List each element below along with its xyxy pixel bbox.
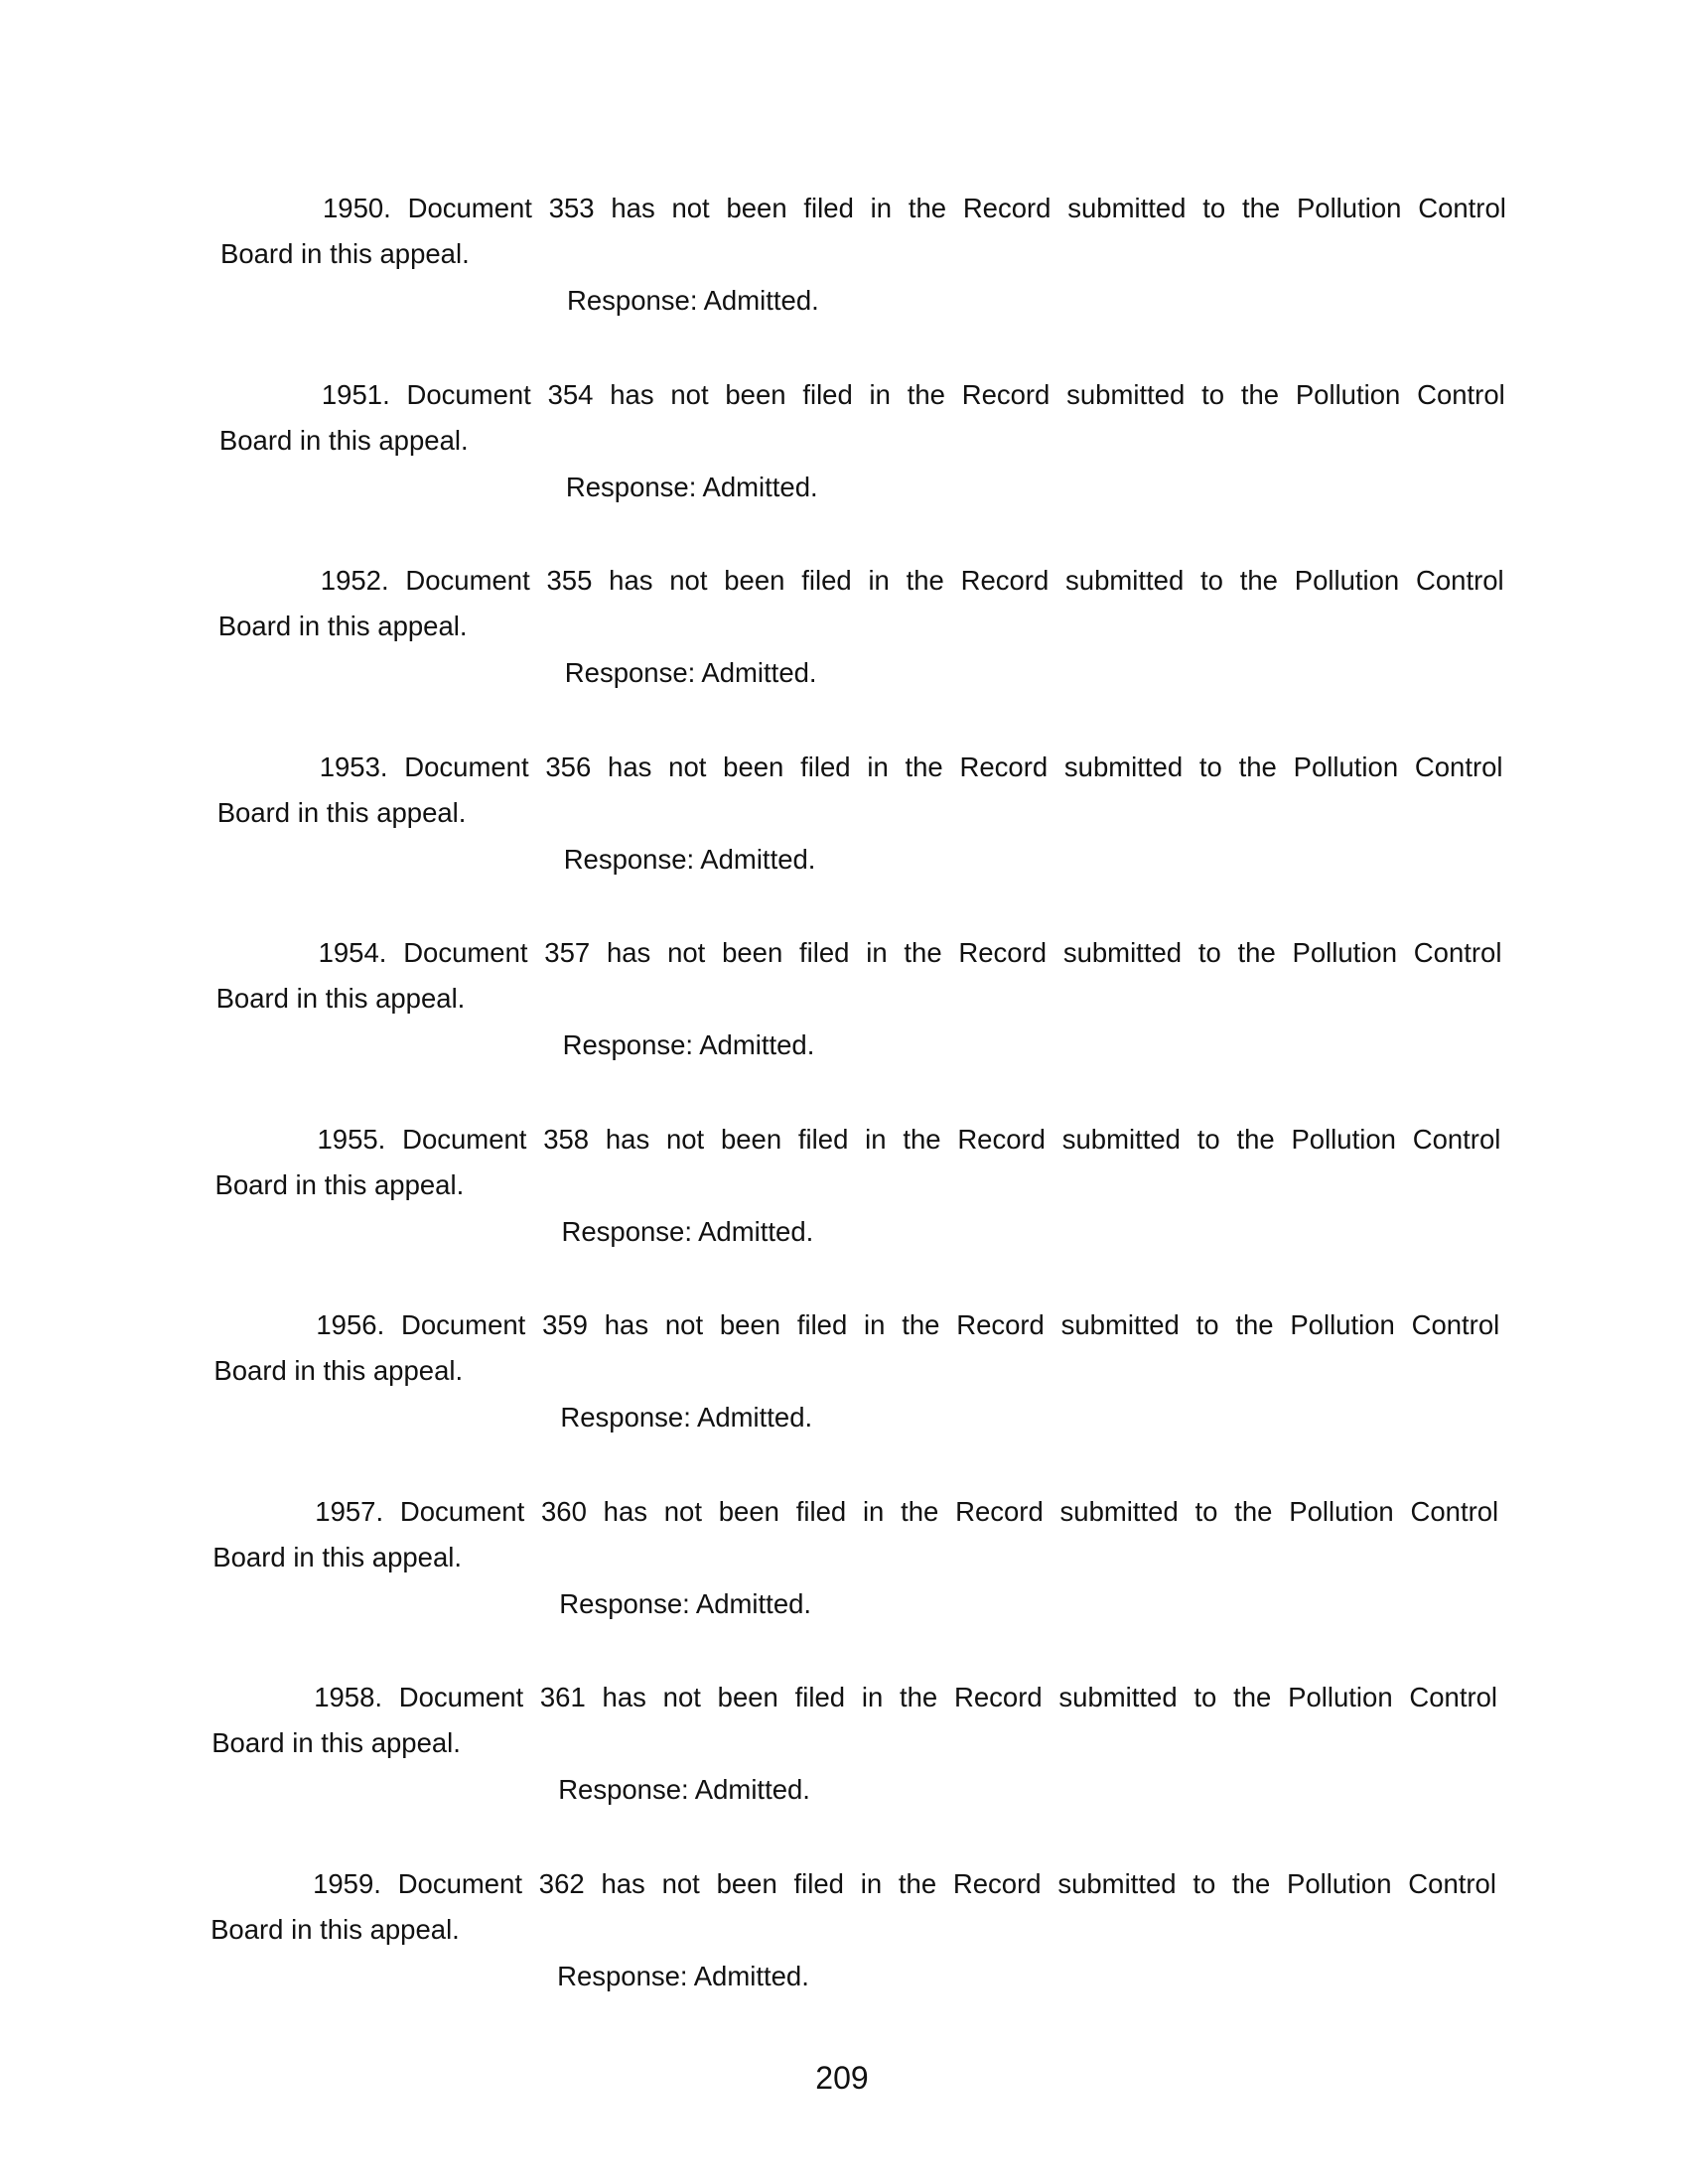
paragraph — [218, 558, 1504, 696]
word: not — [671, 193, 710, 223]
word: been — [723, 751, 784, 782]
word: Pollution — [1293, 751, 1399, 782]
word: filed — [802, 378, 853, 410]
word: submitted — [1065, 565, 1185, 596]
word: Control — [1409, 1682, 1498, 1712]
word: in — [860, 1867, 883, 1899]
word: Control — [1413, 937, 1502, 968]
word: filed — [795, 1495, 847, 1527]
word: has — [610, 378, 654, 410]
word: has — [604, 1309, 649, 1340]
word: Document — [397, 1867, 523, 1899]
word: Record — [960, 565, 1050, 596]
word: filed — [797, 1123, 849, 1155]
response-text: Response: Admitted. — [562, 1029, 815, 1060]
word: Record — [962, 193, 1052, 223]
response-text: Response: Admitted. — [557, 1960, 809, 1991]
word: has — [609, 565, 653, 596]
word: to — [1198, 751, 1222, 782]
word: has — [606, 937, 651, 968]
paragraph-second-line: Board in this appeal. — [220, 238, 470, 269]
word: 360 — [541, 1495, 587, 1527]
word: to — [1193, 1867, 1216, 1899]
word: in — [870, 193, 893, 223]
word: filed — [803, 193, 854, 223]
word: Control — [1418, 193, 1506, 223]
word: Record — [957, 1123, 1046, 1155]
word: the — [1240, 378, 1280, 410]
word: Document — [402, 1123, 527, 1155]
word: in — [867, 751, 889, 782]
word: been — [717, 1682, 778, 1712]
word: Control — [1416, 565, 1504, 596]
word: the — [906, 565, 944, 596]
word: 355 — [546, 565, 593, 596]
word: not — [665, 1123, 705, 1155]
word: filed — [796, 1309, 848, 1340]
paragraph-number: 1959. — [313, 1867, 381, 1899]
word: been — [725, 378, 786, 410]
paragraph-first-line — [218, 558, 1504, 604]
word: to — [1202, 193, 1226, 223]
word: been — [718, 1495, 779, 1527]
word: to — [1197, 937, 1221, 968]
word: Record — [956, 1309, 1045, 1340]
paragraph-first-line — [215, 1117, 1501, 1162]
word: submitted — [1061, 1123, 1181, 1155]
paragraph — [213, 1302, 1499, 1440]
paragraph-number: 1950. — [323, 193, 391, 223]
word: in — [864, 1309, 886, 1340]
word: Control — [1412, 1123, 1501, 1155]
paragraph-second-line: Board in this appeal. — [214, 1168, 465, 1200]
paragraph-first-line — [210, 1861, 1496, 1907]
paragraph-first-line — [212, 1489, 1498, 1535]
word: to — [1200, 565, 1223, 596]
paragraph-second-line: Board in this appeal. — [211, 1727, 461, 1758]
word: to — [1196, 1123, 1220, 1155]
word: Pollution — [1289, 1495, 1394, 1527]
word: 356 — [545, 751, 592, 782]
word: the — [1237, 937, 1276, 968]
response-text: Response: Admitted. — [559, 1587, 812, 1619]
word: been — [716, 1867, 777, 1899]
paragraph-second-line: Board in this appeal. — [215, 983, 466, 1014]
word: not — [670, 378, 709, 410]
word: the — [1239, 565, 1278, 596]
paragraph-number: 1953. — [319, 751, 388, 782]
word: Pollution — [1294, 565, 1400, 596]
paragraph-number: 1955. — [317, 1123, 386, 1155]
word: Pollution — [1290, 1309, 1395, 1340]
paragraph-second-line: Board in this appeal. — [213, 1355, 464, 1386]
word: 353 — [548, 193, 595, 223]
word: not — [669, 565, 708, 596]
paragraph-number: 1951. — [321, 378, 390, 410]
word: submitted — [1063, 751, 1184, 782]
word: has — [611, 193, 655, 223]
word: has — [602, 1682, 646, 1712]
word: Control — [1417, 378, 1505, 410]
word: been — [720, 1123, 782, 1155]
word: not — [668, 751, 707, 782]
word: Record — [959, 751, 1049, 782]
response-text: Response: Admitted. — [564, 657, 817, 688]
word: submitted — [1059, 1495, 1179, 1527]
word: filed — [801, 565, 852, 596]
paragraph-second-line: Board in this appeal. — [210, 1913, 460, 1945]
word: the — [904, 937, 942, 968]
paragraph — [212, 1489, 1498, 1627]
word: to — [1201, 378, 1225, 410]
word: not — [664, 1309, 704, 1340]
word: filed — [794, 1682, 846, 1712]
word: the — [902, 1309, 940, 1340]
paragraph-first-line — [211, 1675, 1497, 1720]
response-text: Response: Admitted. — [561, 1215, 814, 1247]
word: has — [608, 751, 652, 782]
word: in — [865, 1123, 887, 1155]
word: Pollution — [1295, 378, 1401, 410]
paragraph — [215, 1117, 1501, 1255]
word: Document — [407, 193, 532, 223]
word: in — [862, 1495, 885, 1527]
paragraph-second-line: Board in this appeal. — [216, 796, 467, 828]
word: Document — [404, 751, 529, 782]
word: Pollution — [1292, 937, 1398, 968]
paragraph-second-line: Board in this appeal. — [218, 424, 469, 456]
paragraph-first-line — [216, 930, 1502, 976]
word: the — [907, 378, 945, 410]
word: Document — [406, 378, 531, 410]
word: the — [908, 193, 947, 223]
word: Control — [1414, 751, 1503, 782]
paragraph-first-line — [219, 372, 1505, 418]
word: has — [601, 1867, 645, 1899]
word: Control — [1410, 1495, 1499, 1527]
response-text: Response: Admitted. — [567, 285, 819, 316]
word: the — [1232, 1867, 1271, 1899]
word: in — [861, 1682, 884, 1712]
word: been — [722, 937, 783, 968]
word: has — [603, 1495, 647, 1527]
word: filed — [799, 937, 850, 968]
word: the — [903, 1123, 941, 1155]
word: Pollution — [1296, 193, 1402, 223]
word: in — [866, 937, 888, 968]
word: not — [663, 1495, 702, 1527]
word: the — [1236, 1123, 1275, 1155]
word: filed — [800, 751, 851, 782]
word: to — [1193, 1682, 1217, 1712]
word: to — [1194, 1495, 1218, 1527]
word: Document — [398, 1682, 524, 1712]
paragraph-second-line: Board in this appeal. — [212, 1541, 463, 1572]
word: the — [905, 751, 943, 782]
word: the — [1234, 1495, 1273, 1527]
word: Control — [1411, 1309, 1500, 1340]
paragraph-number: 1954. — [318, 937, 387, 968]
paragraph-number: 1958. — [314, 1682, 383, 1712]
word: Record — [954, 1682, 1043, 1712]
word: Pollution — [1288, 1682, 1393, 1712]
word: not — [667, 937, 706, 968]
page-number: 209 — [815, 2060, 869, 2096]
word: the — [1233, 1682, 1272, 1712]
paragraph — [217, 745, 1503, 883]
word: not — [661, 1867, 700, 1899]
paragraph-number: 1957. — [315, 1495, 384, 1527]
paragraph — [219, 372, 1505, 510]
word: submitted — [1057, 1867, 1177, 1899]
word: 358 — [543, 1123, 590, 1155]
paragraph-second-line: Board in this appeal. — [217, 611, 468, 641]
response-text: Response: Admitted. — [563, 843, 816, 875]
word: Record — [955, 1495, 1044, 1527]
word: the — [900, 1682, 938, 1712]
word: the — [1241, 193, 1281, 223]
word: Pollution — [1287, 1867, 1392, 1899]
paragraph-first-line — [220, 186, 1506, 231]
word: the — [901, 1495, 939, 1527]
paragraph — [216, 930, 1502, 1068]
word: Document — [400, 1309, 526, 1340]
word: submitted — [1058, 1682, 1178, 1712]
paragraph — [220, 186, 1506, 324]
word: been — [724, 565, 785, 596]
word: 361 — [539, 1682, 586, 1712]
word: been — [726, 193, 787, 223]
paragraph-number: 1956. — [316, 1309, 385, 1340]
response-text: Response: Admitted. — [565, 471, 818, 502]
word: Document — [403, 937, 528, 968]
paragraph — [211, 1675, 1497, 1813]
word: not — [662, 1682, 701, 1712]
word: in — [869, 378, 891, 410]
word: submitted — [1062, 937, 1183, 968]
word: Document — [405, 565, 530, 596]
word: 359 — [542, 1309, 588, 1340]
word: been — [719, 1309, 781, 1340]
word: Document — [399, 1495, 525, 1527]
word: Pollution — [1291, 1123, 1396, 1155]
word: the — [1238, 751, 1277, 782]
word: Record — [961, 378, 1051, 410]
word: the — [898, 1867, 937, 1899]
word: Record — [952, 1867, 1042, 1899]
word: 357 — [544, 937, 591, 968]
word: 362 — [538, 1867, 585, 1899]
paragraph-first-line — [217, 745, 1503, 790]
word: Record — [958, 937, 1048, 968]
word: the — [1235, 1309, 1274, 1340]
paragraph — [210, 1861, 1496, 1999]
response-text: Response: Admitted. — [560, 1402, 813, 1433]
word: submitted — [1066, 378, 1186, 410]
word: has — [605, 1123, 650, 1155]
response-text: Response: Admitted. — [558, 1774, 810, 1805]
paragraph-first-line — [213, 1302, 1499, 1348]
word: filed — [793, 1867, 844, 1899]
word: to — [1195, 1309, 1219, 1340]
word: submitted — [1067, 193, 1187, 223]
paragraph-number: 1952. — [320, 565, 389, 596]
word: submitted — [1060, 1309, 1180, 1340]
word: Control — [1408, 1867, 1496, 1899]
word: in — [868, 565, 890, 596]
word: 354 — [547, 378, 594, 410]
